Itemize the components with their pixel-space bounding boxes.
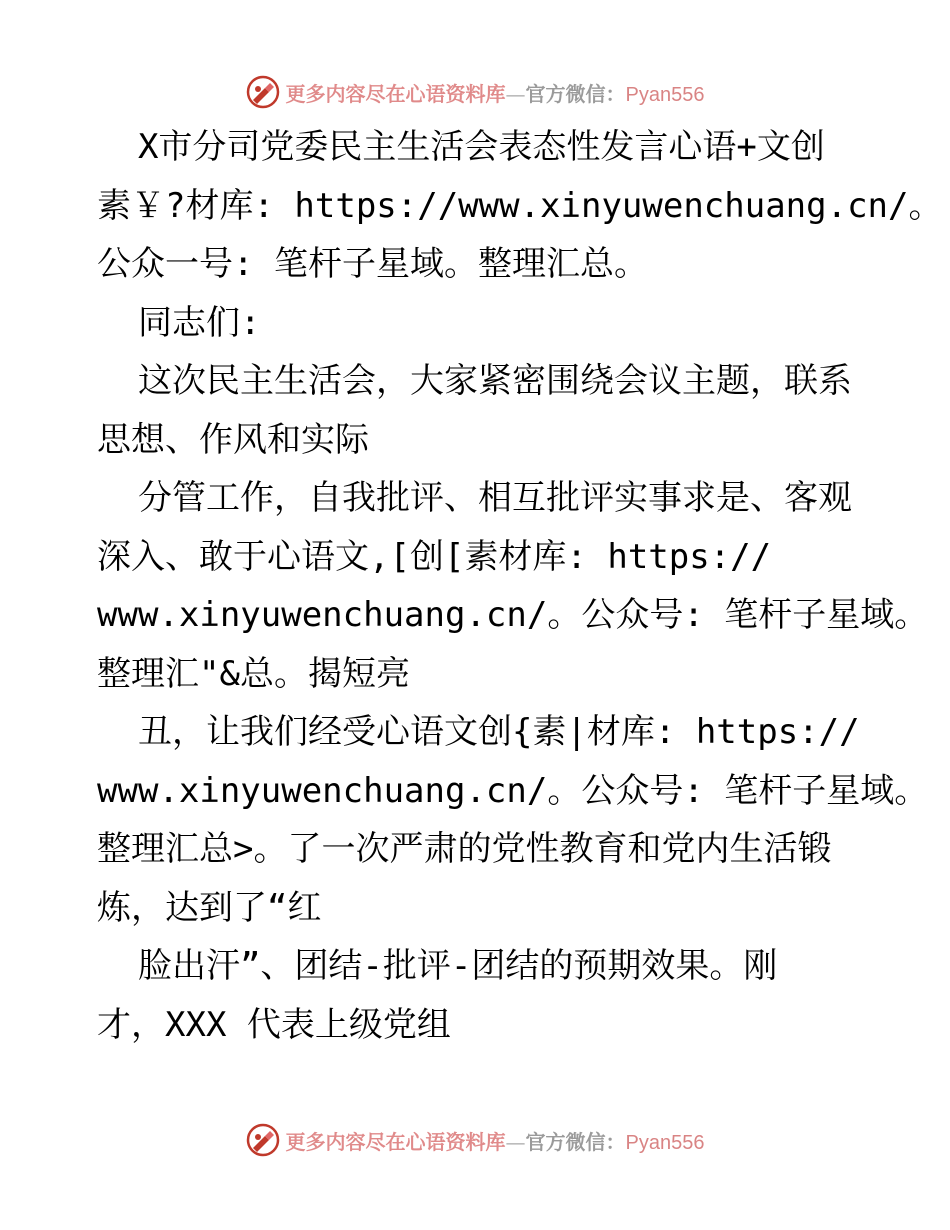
watermark-wechat-id: Pyan556 [625, 1131, 705, 1154]
watermark-wechat-label: 官方微信： [525, 81, 626, 106]
text-line: 思想、作风和实际 [97, 419, 369, 460]
text-line: 素￥?材库: https://www.xinyuwenchuang.cn/。 [97, 185, 943, 226]
watermark-dash: — [505, 1129, 526, 1154]
text-line: 公众一号: 笔杆子星域。整理汇总。 [97, 244, 648, 284]
text-line: 脸出汗”、团结-批评-团结的预期效果。刚 [97, 946, 778, 986]
header-watermark [0, 72, 950, 112]
text-line: 才，XXX 代表上级党组 [97, 1004, 451, 1045]
watermark-main: 更多内容尽在心语资料库 [285, 1129, 506, 1154]
text-line: X市分司党委民主生活会表态性发言心语+文创 [97, 127, 825, 167]
document-body [97, 118, 943, 1054]
watermark-wechat-label: 官方微信： [525, 1129, 626, 1154]
text-line: 这次民主生活会，大家紧密围绕会议主题，联系 [97, 361, 852, 401]
watermark-wechat-id: Pyan556 [625, 83, 705, 106]
text-line: 同志们: [97, 302, 261, 343]
text-line: 整理汇总>。了一次严肃的党性教育和党内生活锻 [97, 829, 832, 869]
pen-logo-icon [246, 1123, 280, 1157]
watermark-text [286, 78, 705, 107]
text-line: 深入、敢于心语文,[创[素材库: https:// [97, 536, 772, 577]
watermark-dash: — [505, 81, 526, 106]
watermark-main: 更多内容尽在心语资料库 [285, 81, 506, 106]
text-line: 炼，达到了“红 [97, 887, 322, 928]
footer-watermark [0, 1120, 950, 1160]
text-line: 分管工作，自我批评、相互批评实事求是、客观 [97, 478, 852, 518]
text-line: 丑，让我们经受心语文创{素|材库: https:// [97, 712, 860, 752]
text-line: 整理汇"&总。揭短亮 [97, 653, 410, 694]
watermark-text [286, 1126, 705, 1155]
pen-logo-icon [246, 75, 280, 109]
text-line: www.xinyuwenchuang.cn/。公众号: 笔杆子星域。 [97, 770, 929, 811]
text-line: www.xinyuwenchuang.cn/。公众号: 笔杆子星域。 [97, 595, 929, 635]
